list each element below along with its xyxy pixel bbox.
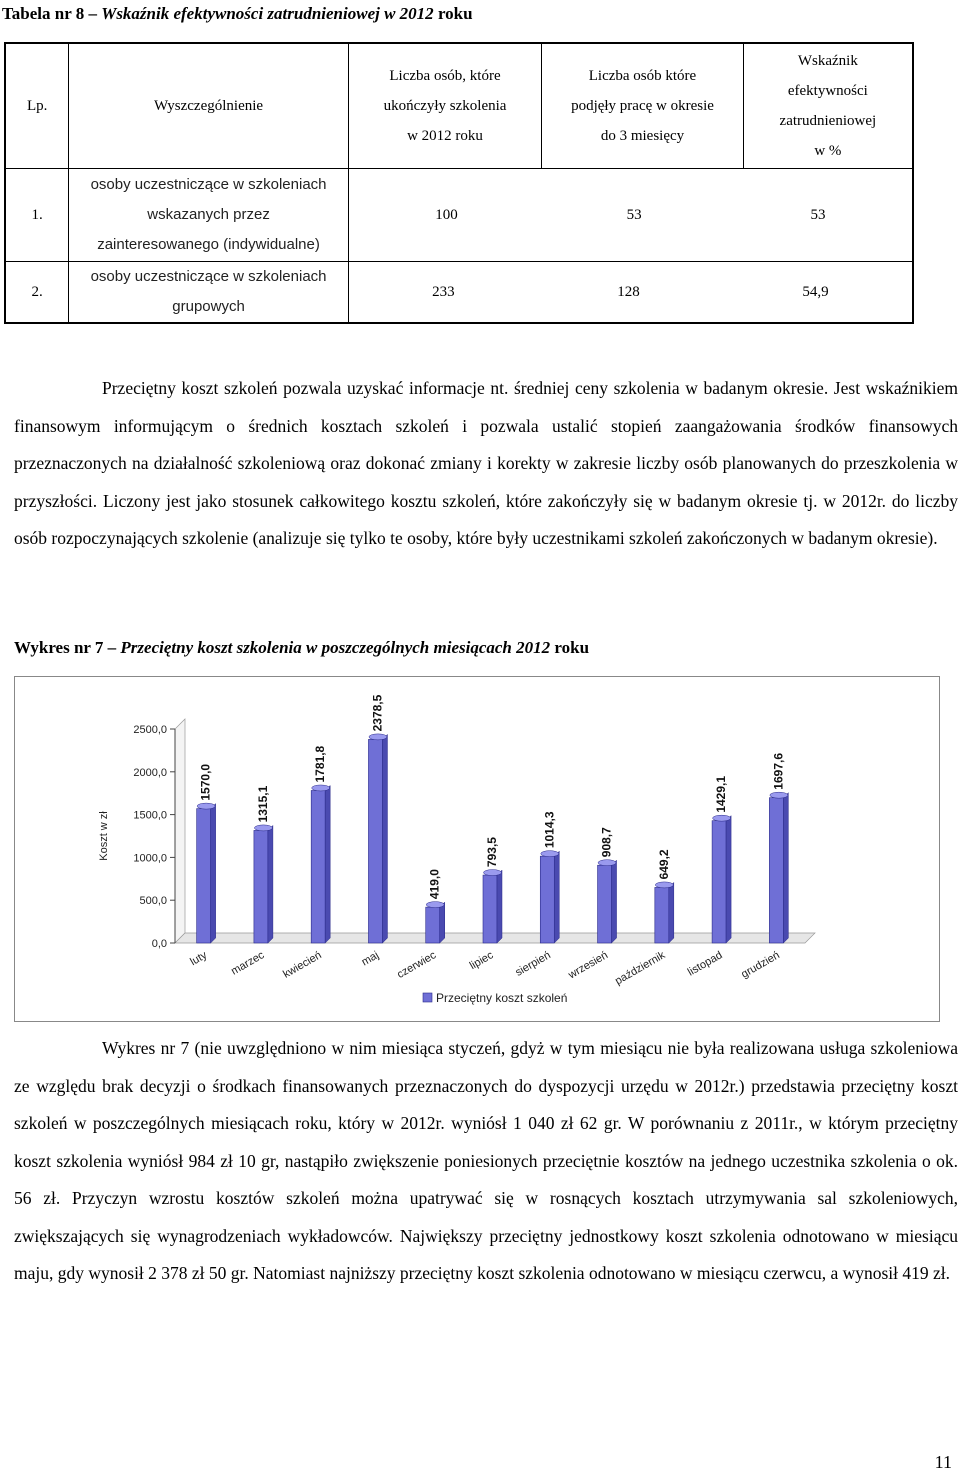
x-tick-label: maj	[359, 949, 381, 969]
bar-side	[669, 882, 674, 943]
value-employed: 128	[617, 284, 640, 300]
x-tick-label: wrzesień	[566, 949, 611, 982]
bar	[769, 798, 783, 943]
value-efficiency: 53	[810, 207, 826, 223]
side-wall	[175, 719, 185, 943]
bar-value-label: 1570,0	[198, 763, 213, 801]
row-desc: osoby uczestniczące w szkoleniach wskazanych przez zainteresowanego (indywidualne)	[69, 169, 348, 262]
bar-side	[440, 902, 445, 943]
legend-swatch	[423, 993, 432, 1002]
bar-top	[655, 882, 673, 888]
y-tick-label: 500,0	[139, 895, 167, 908]
value-efficiency: 54,9	[802, 284, 829, 300]
page-number: 11	[934, 1452, 952, 1472]
header-item: Wyszczególnienie	[69, 43, 348, 169]
bar-value-label: 1315,1	[255, 785, 270, 823]
bar-value-label: 1781,8	[313, 745, 328, 783]
bar	[712, 821, 726, 943]
bar-side	[497, 870, 502, 943]
bar	[254, 830, 268, 943]
x-tick-label: czerwiec	[395, 949, 439, 981]
bar-side	[325, 785, 330, 943]
row-values	[348, 262, 913, 324]
bar-top	[254, 825, 272, 831]
bar-side	[211, 804, 216, 943]
y-tick-label: 2000,0	[133, 766, 167, 779]
bar-value-label: 1429,1	[714, 775, 729, 813]
bar	[655, 887, 669, 943]
bar-value-label: 419,0	[427, 869, 442, 900]
x-tick-label: luty	[188, 949, 210, 969]
chart-container	[14, 676, 940, 1022]
bar-top	[541, 851, 559, 857]
table-heading-title: Wskaźnik efektywności zatrudnieniowej w 2012	[101, 4, 434, 23]
bar-side	[612, 860, 617, 943]
bar-value-label: 1697,6	[771, 752, 786, 790]
row-desc: osoby uczestniczące w szkoleniach grupowych	[69, 262, 348, 324]
table-row	[5, 169, 913, 262]
bar	[598, 865, 612, 943]
bar	[483, 875, 497, 943]
row-lp: 1.	[5, 169, 69, 262]
y-tick-label: 2500,0	[133, 724, 167, 736]
x-tick-label: listopad	[685, 949, 725, 979]
bar-top	[197, 803, 215, 809]
bar-top	[484, 870, 502, 876]
bar-value-label: 649,2	[656, 849, 671, 880]
bar	[540, 856, 554, 943]
chart-heading: Wykres nr 7 – Przeciętny koszt szkolenia w poszczególnych miesiącach 2012 roku	[14, 638, 590, 657]
value-completed: 100	[435, 207, 458, 223]
y-tick-label: 1000,0	[133, 852, 167, 865]
bar-value-label: 908,7	[599, 827, 614, 858]
header-col2: Liczba osób które podjęły pracę w okresie do 3 miesięcy	[542, 43, 743, 169]
bar-value-label: 1014,3	[542, 811, 557, 849]
y-axis-label: Koszt w zł	[98, 811, 110, 861]
paragraph-chart-description: Wykres nr 7 (nie uwzględniono w nim miesiąca styczeń, gdyż w tym miesiącu nie była realizowana usługa szkoleniowa ze względu brak decyzji o środkach finansowanych przeznaczonych do dyspozycji urzędu w 2012r.) przedstawia przeciętny koszt szkoleń w poszczególnych miesiącach roku, który w 2012r. wyniósł 1 040 zł 62 gr. W porównaniu z 2011r., w którym przeciętny koszt szkolenia wyniósł 984 zł 10 gr, nastąpiło zwiększenie poniesionych przeciętnie kosztów na jednego uczestnika szkolenia o ok. 56 zł. Przyczyn wzrostu kosztów szkoleń można upatrywać się w rosnących kosztach utrzymywania sal szkoleniowych, zwiększających się wynagrodzeniach wykładowców. Największy przeciętny jednostkowy koszt szkolenia odnotowano w miesiącu maju, gdy wynosił 2 378 zł 50 gr. Natomiast najniższy przeciętny koszt szkolenia odnotowano w miesiącu czerwcu, a wynosił 419 zł.	[14, 1038, 958, 1283]
chart-heading-title: Przeciętny koszt szkolenia w poszczególnych miesiącach 2012	[120, 638, 551, 657]
bar-top	[426, 902, 444, 908]
header-lp: Lp.	[5, 43, 69, 169]
value-employed: 53	[626, 207, 642, 223]
bar-top	[770, 792, 788, 798]
bar-top	[713, 815, 731, 821]
table-row	[5, 262, 913, 324]
bar-top	[312, 785, 330, 791]
bar-side	[783, 793, 788, 943]
bar	[426, 907, 440, 943]
row-lp: 2.	[5, 262, 69, 324]
bar	[197, 809, 211, 943]
y-tick-label: 0,0	[151, 938, 167, 950]
bar-chart	[15, 677, 939, 1021]
bar-side	[382, 734, 387, 943]
bar	[311, 790, 325, 943]
x-tick-label: kwiecień	[281, 949, 324, 981]
bar-value-label: 793,5	[485, 837, 499, 868]
value-completed: 233	[432, 284, 455, 300]
bar-side	[268, 825, 273, 943]
x-tick-label: marzec	[229, 949, 267, 978]
table-header-row	[5, 43, 913, 169]
header-col1: Liczba osób, które ukończyły szkolenia w 2012 roku	[348, 43, 542, 169]
legend-label: Przeciętny koszt szkoleń	[436, 991, 568, 1005]
table-heading: Tabela nr 8 – Wskaźnik efektywności zatrudnieniowej w 2012 roku	[2, 4, 473, 23]
x-tick-label: październik	[613, 949, 668, 988]
paragraph-cost-intro: Przeciętny koszt szkoleń pozwala uzyskać informacje nt. średniej ceny szkolenia w badanym okresie. Jest wskaźnikiem finansowym informującym o średnich kosztach szkoleń i pozwala ustalić stopień zaangażowania środków finansowych przeznaczonych na działalność szkoleniową oraz dokonać zmiany i korekty w zakresie liczby osób planowanych do przeszkolenia w przyszłości. Liczony jest jako stosunek całkowitego kosztu szkoleń, które zakończyły się w badanym okresie tj. w 2012r. do liczby osób rozpoczynających szkolenie (analizuje się tylko te osoby, które były uczestnikami szkoleń zakończonych w badanym okresie).	[14, 378, 958, 548]
bar	[368, 739, 382, 943]
efficiency-table	[4, 42, 914, 324]
header-col3: Wskaźnik efektywności zatrudnieniowej w %	[743, 43, 913, 169]
bar-side	[554, 851, 559, 943]
bar-top	[369, 734, 387, 740]
x-tick-label: sierpień	[513, 949, 553, 979]
x-tick-label: lipiec	[467, 949, 496, 973]
x-tick-label: grudzień	[739, 949, 782, 981]
bar-value-label: 2378,5	[370, 694, 385, 732]
y-tick-label: 1500,0	[133, 809, 167, 822]
bar-top	[598, 860, 616, 866]
row-values	[348, 169, 913, 262]
bar-side	[726, 816, 731, 943]
